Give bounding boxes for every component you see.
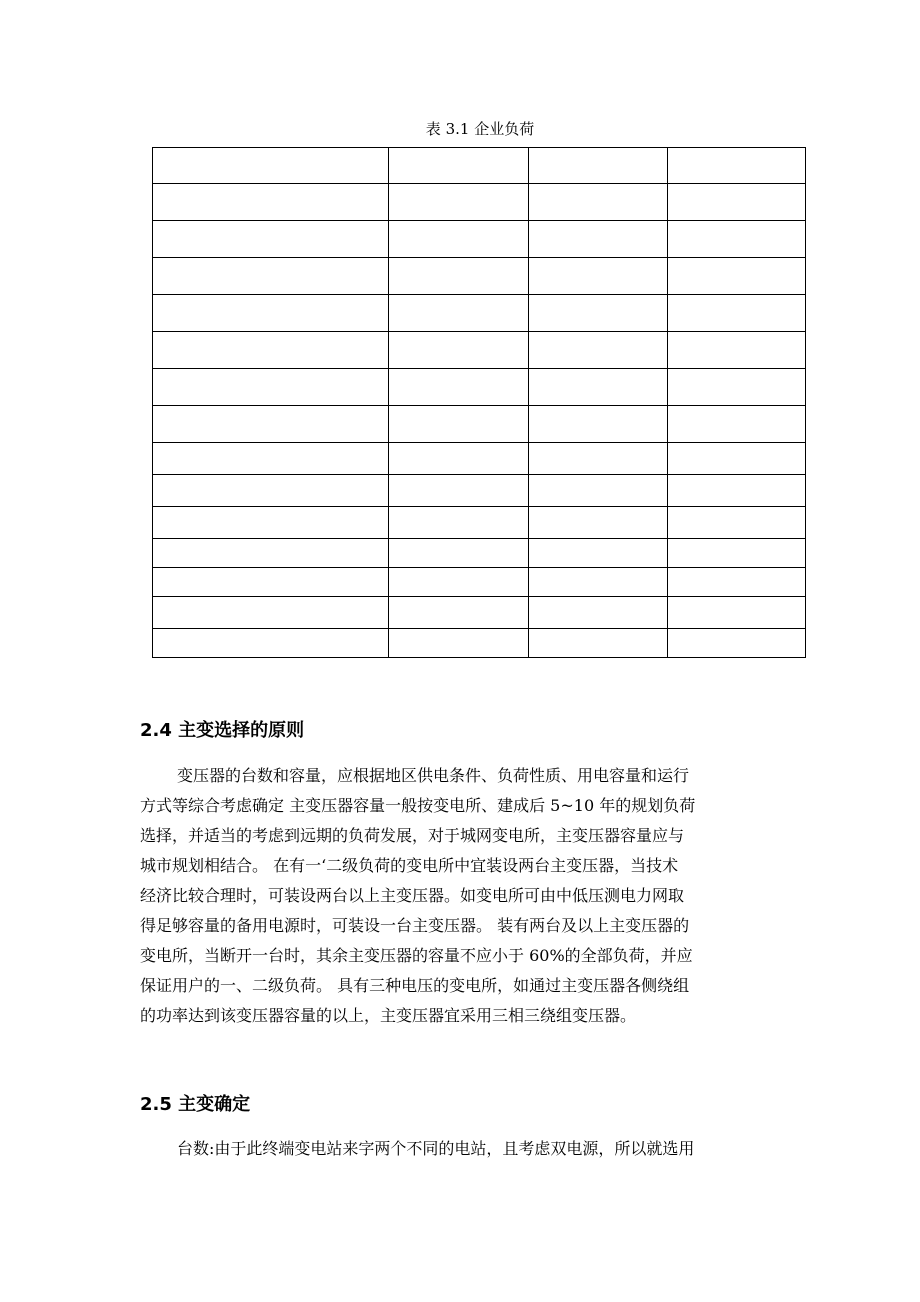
table-row — [153, 295, 806, 332]
table-cell — [153, 507, 389, 539]
paragraph-line: 的功率达到该变压器容量的以上，主变压器宜采用三相三绕组变压器。 — [140, 1006, 637, 1025]
paragraph-line: 保证用户的一、二级负荷。 具有三种电压的变电所，如通过主变压器各侧绕组 — [140, 976, 690, 995]
table-cell — [389, 629, 528, 658]
table-cell — [667, 539, 805, 568]
table-cell — [667, 507, 805, 539]
section-2-5-paragraph — [140, 1134, 780, 1164]
table-cell — [153, 221, 389, 258]
paragraph-line: 城市规划相结合。 在有一‘二级负荷的变电所中宜装设两台主变压器，当技术 — [140, 856, 679, 875]
table-cell — [389, 406, 528, 443]
table-cell — [389, 295, 528, 332]
table-cell — [389, 475, 528, 507]
paragraph-line: 台数:由于此终端变电站来字两个不同的电站，且考虑双电源，所以就选用 — [177, 1139, 695, 1158]
table-cell — [153, 475, 389, 507]
table-cell — [153, 597, 389, 629]
table-cell — [389, 258, 528, 295]
table-cell — [389, 568, 528, 597]
table-cell — [667, 597, 805, 629]
table-cell — [528, 406, 667, 443]
table-cell — [153, 406, 389, 443]
table-cell — [667, 184, 805, 221]
table-cell — [528, 597, 667, 629]
table-cell — [389, 148, 528, 184]
load-table-body — [153, 148, 806, 658]
table-cell — [153, 443, 389, 475]
table-cell — [667, 629, 805, 658]
table-cell — [528, 539, 667, 568]
table-cell — [389, 369, 528, 406]
table-row — [153, 184, 806, 221]
table-cell — [153, 369, 389, 406]
table-row — [153, 539, 806, 568]
section-2-4-paragraph — [140, 761, 780, 1031]
table-cell — [389, 507, 528, 539]
table-cell — [389, 443, 528, 475]
table-cell — [667, 406, 805, 443]
load-table — [152, 147, 806, 658]
table-row — [153, 507, 806, 539]
table-cell — [528, 475, 667, 507]
paragraph-line: 方式等综合考虑确定 主变压器容量一般按变电所、建成后 5~10 年的规划负荷 — [140, 796, 696, 815]
table-cell — [528, 629, 667, 658]
table-cell — [667, 475, 805, 507]
table-caption: 表 3.1 企业负荷 — [425, 120, 535, 138]
table-cell — [153, 184, 389, 221]
table-cell — [667, 221, 805, 258]
table-row — [153, 221, 806, 258]
table-cell — [153, 295, 389, 332]
table-row — [153, 629, 806, 658]
section-heading-2-5: 2.5 主变确定 — [140, 1094, 251, 1115]
table-row — [153, 568, 806, 597]
table-cell — [153, 148, 389, 184]
table-cell — [528, 148, 667, 184]
table-cell — [153, 568, 389, 597]
table-cell — [528, 332, 667, 369]
table-cell — [153, 539, 389, 568]
table-cell — [389, 332, 528, 369]
table-row — [153, 369, 806, 406]
table-cell — [528, 568, 667, 597]
table-cell — [528, 443, 667, 475]
table-cell — [667, 369, 805, 406]
table-cell — [528, 507, 667, 539]
table-cell — [153, 258, 389, 295]
table-cell — [667, 148, 805, 184]
table-row — [153, 258, 806, 295]
paragraph-line: 得足够容量的备用电源时，可装设一台主变压器。 装有两台及以上主变压器的 — [140, 916, 690, 935]
table-row — [153, 406, 806, 443]
table-row — [153, 332, 806, 369]
table-cell — [153, 629, 389, 658]
paragraph-line: 选择，并适当的考虑到远期的负荷发展，对于城网变电所，主变压器容量应与 — [140, 826, 685, 845]
table-cell — [667, 568, 805, 597]
table-row — [153, 475, 806, 507]
paragraph-line: 经济比较合理时，可装设两台以上主变压器。如变电所可由中低压测电力网取 — [140, 886, 685, 905]
paragraph-line: 变压器的台数和容量，应根据地区供电条件、负荷性质、用电容量和运行 — [177, 766, 690, 785]
table-row — [153, 443, 806, 475]
table-cell — [153, 332, 389, 369]
table-cell — [389, 221, 528, 258]
table-cell — [528, 258, 667, 295]
table-cell — [389, 184, 528, 221]
table-cell — [389, 539, 528, 568]
table-cell — [667, 295, 805, 332]
table-row — [153, 597, 806, 629]
table-row — [153, 148, 806, 184]
section-heading-2-4: 2.4 主变选择的原则 — [140, 720, 305, 741]
table-cell — [528, 221, 667, 258]
table-cell — [667, 443, 805, 475]
table-cell — [667, 258, 805, 295]
table-cell — [528, 295, 667, 332]
table-cell — [528, 184, 667, 221]
table-cell — [528, 369, 667, 406]
table-cell — [667, 332, 805, 369]
paragraph-line: 变电所，当断开一台时，其余主变压器的容量不应小于 60%的全部负荷，并应 — [140, 946, 693, 965]
table-cell — [389, 597, 528, 629]
